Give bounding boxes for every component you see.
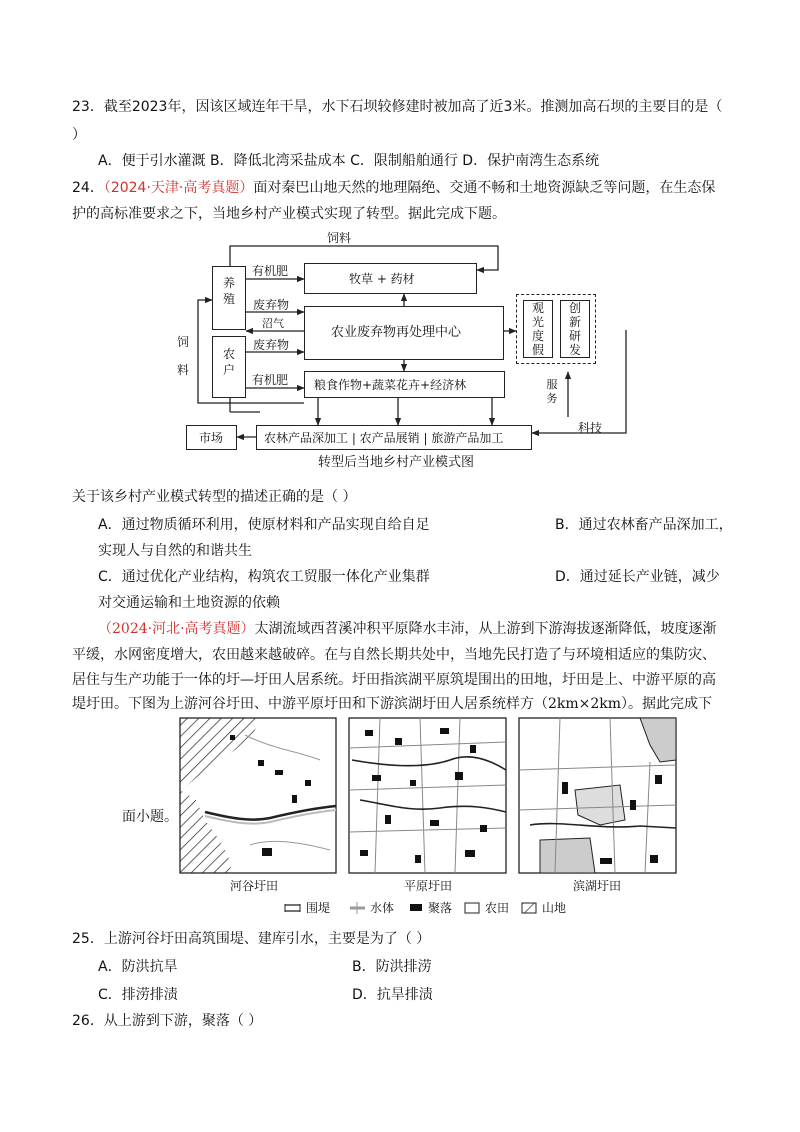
map-label-valley: 河谷圩田 <box>230 879 279 893</box>
edge-fertilizer-1: 有机肥 <box>252 264 289 278</box>
passage-source: （2024·河北·高考真题） <box>98 621 255 637</box>
edge-biogas: 沼气 <box>262 317 284 330</box>
q25-option-d: D．抗旱排渍 <box>352 987 433 1003</box>
map-valley <box>180 718 336 873</box>
q24-intro-line2: 护的高标准要求之下，当地乡村产业模式实现了转型。据此完成下题。 <box>72 206 506 222</box>
node-breeding: 养殖 <box>212 266 246 330</box>
map-lakeside <box>519 718 676 873</box>
q24-option-d-1: D．通过延长产业链，减少 <box>555 569 720 585</box>
map-label-plain: 平原圩田 <box>404 879 453 893</box>
q25-option-a: A．防洪抗旱 <box>98 959 178 975</box>
passage-line2: 平缓，水网密度增大，农田越来越破碎。在与自然长期共处中，当地先民打造了与环境相适应的集防灾、 <box>72 647 716 663</box>
q23-options: A．便于引水灌溉 B．降低北湾采盐成本 C．限制船舶通行 D．保护南湾生态系统 <box>98 153 600 169</box>
q25-option-c: C．排涝排渍 <box>98 987 178 1003</box>
q23-stem: 23．截至2023年，因该区域连年干旱，水下石坝较修建时被加高了近3米。推测加高石坝的主要目的是（ <box>72 99 723 115</box>
passage-line1-text: 太湖流域西苕溪冲积平原降水丰沛，从上游到下游海拔逐渐降低，坡度逐渐 <box>254 621 717 637</box>
edge-feed-top: 饲料 <box>327 231 352 245</box>
legend-mountain: 山地 <box>542 901 567 915</box>
node-processing: 农林产品深加工 | 农产品展销 | 旅游产品加工 <box>256 425 532 450</box>
q24-number: 24． <box>72 180 104 196</box>
q25-option-b: B．防洪排涝 <box>352 959 432 975</box>
node-crops: 粮食作物+蔬菜花卉+经济林 <box>304 371 505 398</box>
q24-option-c-2: 对交通运输和土地资源的依赖 <box>98 595 280 611</box>
passage-tail: 面小题。 <box>122 809 178 825</box>
map-label-lakeside: 滨湖圩田 <box>573 879 622 893</box>
q26-stem: 26．从上游到下游，聚落（ ） <box>72 1013 263 1029</box>
passage-line4: 堤圩田。下图为上游河谷圩田、中游平原圩田和下游滨湖圩田人居系统样方（2km×2km）。据此完成下 <box>72 696 713 712</box>
diagram-caption: 转型后当地乡村产业模式图 <box>318 455 475 470</box>
map-plain <box>349 718 506 873</box>
q24-question: 关于该乡村产业模式转型的描述正确的是（ ） <box>72 489 357 505</box>
legend-farmland: 农田 <box>485 901 510 915</box>
node-farmer: 农户 <box>212 336 246 398</box>
edge-service: 服务 <box>546 378 558 405</box>
edge-waste-1: 废弃物 <box>253 298 290 312</box>
legend-levee: 围堤 <box>306 901 331 915</box>
node-forage-herbs: 牧草 + 药材 <box>304 263 477 294</box>
q23-stem-end: ） <box>72 127 86 143</box>
q24-source: （2024·天津·高考真题） <box>103 180 254 196</box>
q24-option-a-2: 实现人与自然的和谐共生 <box>98 543 252 559</box>
q25-stem: 25．上游河谷圩田高筑围堤、建库引水，主要是为了（ ） <box>72 931 431 947</box>
q24-option-a-1: A．通过物质循环利用，使原材料和产品实现自给自足 <box>98 517 430 533</box>
edge-waste-2: 废弃物 <box>253 338 290 352</box>
node-market: 市场 <box>186 425 237 450</box>
node-innovation: 创新研发 <box>560 300 590 358</box>
edge-feed-left: 饲料 <box>176 335 189 377</box>
edge-technology: 科技 <box>578 421 603 435</box>
passage-line3: 居住与生产功能于一体的圩—圩田人居系统。圩田指滨湖平原筑堤围出的田地，圩田是上、中游平原的高 <box>72 672 716 688</box>
node-waste-center: 农业废弃物再处理中心 <box>304 306 504 360</box>
node-sightseeing: 观光度假 <box>523 300 553 358</box>
legend-settlement: 聚落 <box>428 901 453 915</box>
edge-fertilizer-2: 有机肥 <box>252 373 289 387</box>
legend-water: 水体 <box>370 901 395 915</box>
q24-option-b-1: B．通过农林畜产品深加工， <box>555 517 733 533</box>
q24-option-c-1: C．通过优化产业结构，构筑农工贸服一体化产业集群 <box>98 569 430 585</box>
q24-intro-1: 面对秦巴山地天然的地理隔绝、交通不畅和土地资源缺乏等问题，在生态保 <box>253 180 716 196</box>
